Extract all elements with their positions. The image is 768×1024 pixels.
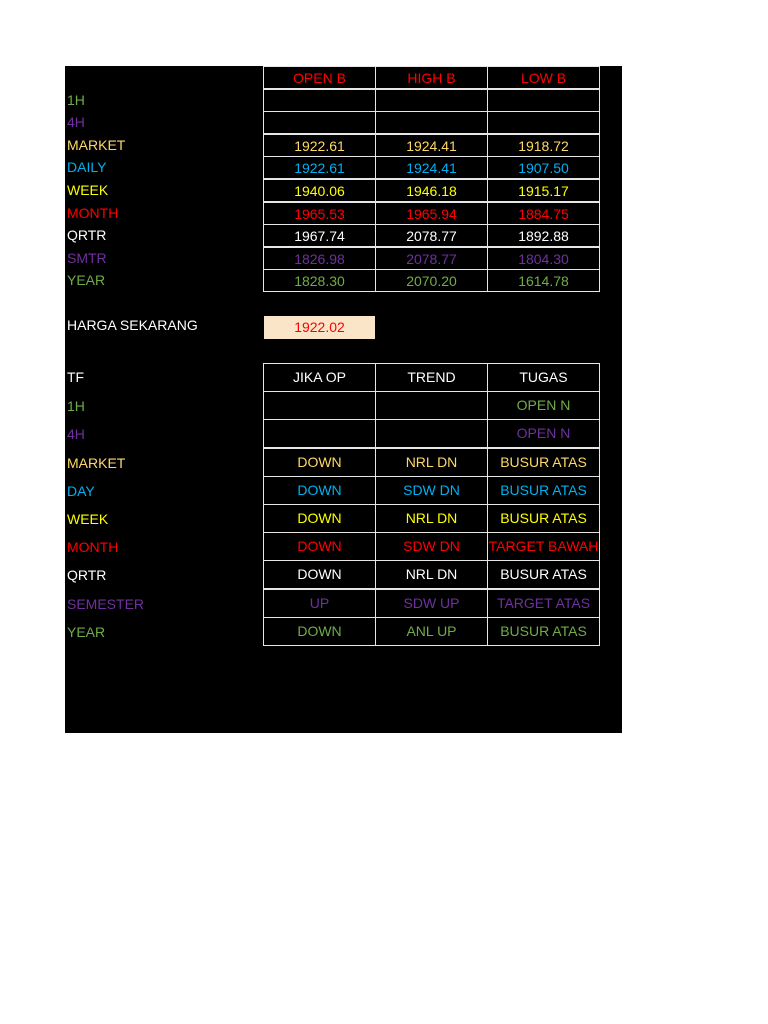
table-cell[interactable] — [375, 419, 488, 448]
table-cell[interactable]: 1922.61 — [263, 134, 376, 157]
row-label-4h: 4H — [67, 114, 85, 131]
table-cell[interactable]: NRL DN — [375, 560, 488, 589]
table-cell[interactable]: 1918.72 — [487, 134, 600, 157]
column-header-open-b: OPEN B — [263, 66, 376, 89]
row-label-daily: DAILY — [67, 159, 107, 176]
row-label-1h: 1H — [67, 398, 85, 415]
table-cell[interactable]: 1826.98 — [263, 247, 376, 270]
column-header-high-b: HIGH B — [375, 66, 488, 89]
table-cell[interactable]: 1965.53 — [263, 202, 376, 225]
table-cell[interactable]: 1884.75 — [487, 202, 600, 225]
table-cell[interactable]: 1915.17 — [487, 179, 600, 202]
row-label-month: MONTH — [67, 539, 119, 556]
row-label-month: MONTH — [67, 204, 119, 221]
table-cell[interactable]: 1614.78 — [487, 269, 600, 292]
table-cell[interactable] — [487, 89, 600, 112]
table-cell[interactable]: NRL DN — [375, 448, 488, 477]
row-label-week: WEEK — [67, 511, 109, 527]
table-cell[interactable]: BUSUR ATAS — [487, 448, 600, 477]
column-header-trend: TREND — [375, 363, 488, 392]
table-cell[interactable]: NRL DN — [375, 504, 488, 533]
current-price-label: HARGA SEKARANG — [67, 317, 198, 333]
table-cell[interactable]: UP — [263, 589, 376, 618]
table-cell[interactable]: 1965.94 — [375, 202, 488, 225]
table-cell[interactable]: 1892.88 — [487, 224, 600, 247]
table-cell[interactable]: 1804.30 — [487, 247, 600, 270]
column-header-tugas: TUGAS — [487, 363, 600, 392]
row-label-week: WEEK — [67, 182, 109, 198]
column-header-jika-op: JIKA OP — [263, 363, 376, 392]
table-cell[interactable] — [375, 391, 488, 420]
table-cell[interactable]: TARGET BAWAH — [487, 532, 600, 561]
table-cell[interactable]: 1907.50 — [487, 156, 600, 179]
column-header-low-b: LOW B — [487, 66, 600, 89]
row-label-qrtr: QRTR — [67, 567, 107, 584]
table-cell[interactable] — [263, 111, 376, 134]
table-cell[interactable] — [375, 111, 488, 134]
table-cell[interactable]: 1828.30 — [263, 269, 376, 292]
row-label-1h: 1H — [67, 91, 85, 108]
table-cell[interactable]: SDW DN — [375, 476, 488, 505]
table-cell[interactable]: 1924.41 — [375, 156, 488, 179]
table-cell[interactable]: SDW DN — [375, 532, 488, 561]
table-cell[interactable]: SDW UP — [375, 589, 488, 618]
row-label-market: MARKET — [67, 136, 126, 153]
row-label-day: DAY — [67, 482, 95, 499]
table-cell[interactable]: DOWN — [263, 617, 376, 646]
table-cell[interactable]: DOWN — [263, 560, 376, 589]
row-label-4h: 4H — [67, 426, 85, 443]
table-cell[interactable] — [375, 89, 488, 112]
table-cell[interactable]: TARGET ATAS — [487, 589, 600, 618]
table-cell[interactable] — [263, 89, 376, 112]
row-label-smtr: SMTR — [67, 249, 107, 266]
table-cell[interactable]: OPEN N — [487, 419, 600, 448]
row-label-qrtr: QRTR — [67, 227, 107, 244]
table-corner-label: TF — [67, 369, 85, 385]
table-cell[interactable]: DOWN — [263, 532, 376, 561]
table-cell[interactable]: BUSUR ATAS — [487, 476, 600, 505]
row-label-semester: SEMESTER — [67, 595, 145, 612]
table-cell[interactable]: 1946.18 — [375, 179, 488, 202]
table-cell[interactable]: BUSUR ATAS — [487, 504, 600, 533]
table-cell[interactable]: 1924.41 — [375, 134, 488, 157]
table-cell[interactable]: DOWN — [263, 476, 376, 505]
row-label-market: MARKET — [67, 454, 126, 471]
spreadsheet-area — [65, 66, 622, 733]
table-cell[interactable]: 1967.74 — [263, 224, 376, 247]
table-cell[interactable]: BUSUR ATAS — [487, 560, 600, 589]
table-cell[interactable]: ANL UP — [375, 617, 488, 646]
table-cell[interactable]: 1940.06 — [263, 179, 376, 202]
table-cell[interactable]: 1922.61 — [263, 156, 376, 179]
row-label-year: YEAR — [67, 623, 106, 640]
table-cell[interactable] — [263, 419, 376, 448]
table-cell[interactable]: BUSUR ATAS — [487, 617, 600, 646]
table-cell[interactable] — [487, 111, 600, 134]
table-cell[interactable]: 2078.77 — [375, 247, 488, 270]
table-cell[interactable] — [263, 391, 376, 420]
table-cell[interactable]: OPEN N — [487, 391, 600, 420]
table-cell[interactable]: 2070.20 — [375, 269, 488, 292]
current-price-value[interactable]: 1922.02 — [264, 316, 375, 339]
table-cell[interactable]: DOWN — [263, 448, 376, 477]
table-cell[interactable]: 2078.77 — [375, 224, 488, 247]
row-label-year: YEAR — [67, 272, 106, 289]
table-cell[interactable]: DOWN — [263, 504, 376, 533]
